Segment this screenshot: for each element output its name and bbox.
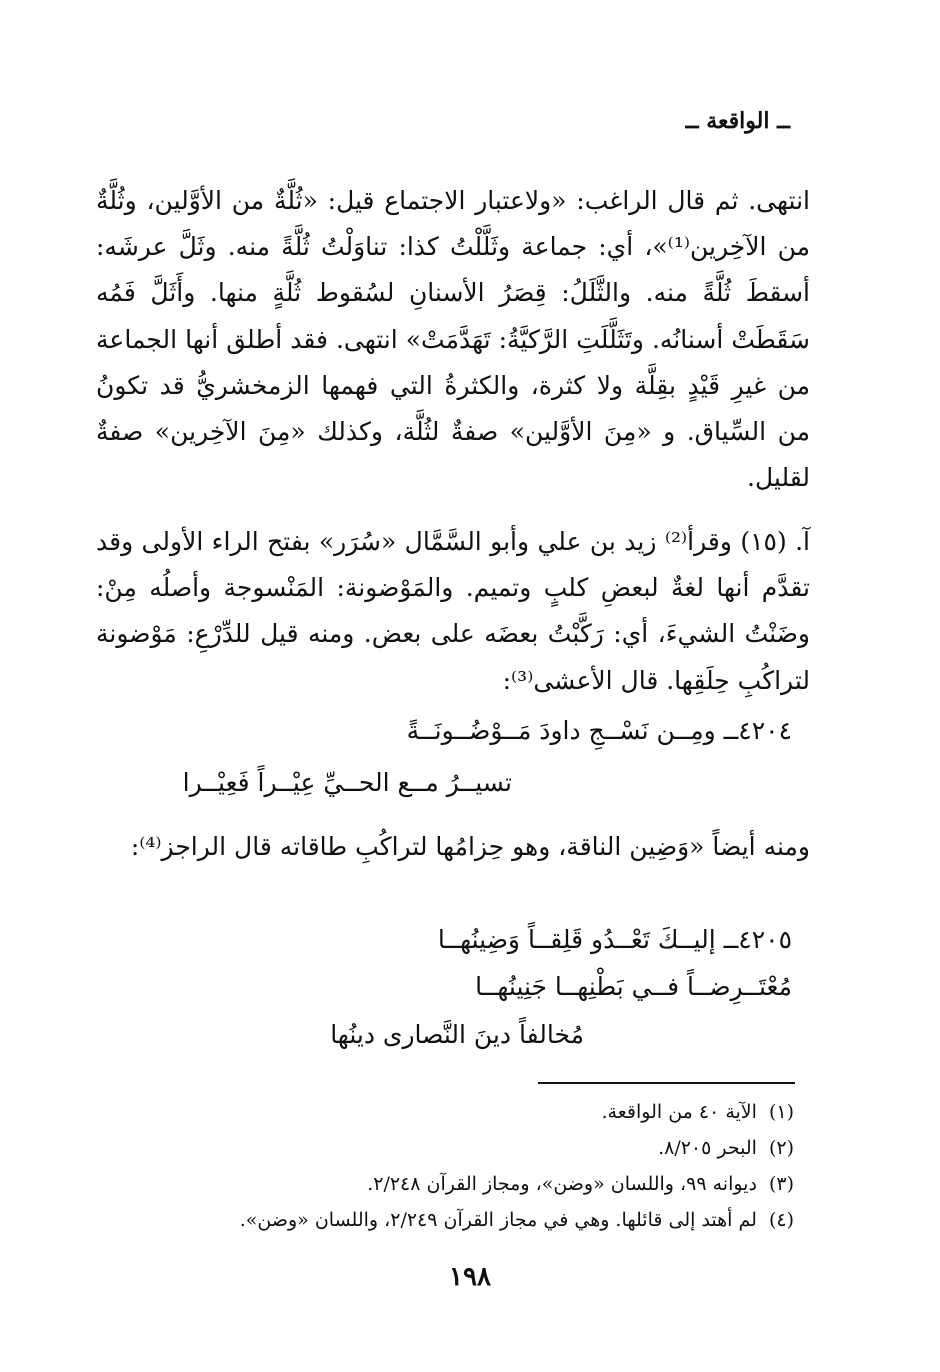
footnote-4 [114, 1202, 794, 1238]
paragraph-verse-15: آ. (١٥) وقرأ⁽²⁾ زيد بن علي وأبو السَّمَّال «سُرَر» بفتح الراء الأولى وقد تقدَّم أنها لغةٌ لبعضِ كلبٍ وتميم. والمَوْضونة: المَنْسوجة وأصلُه مِنْ: وضَنْتُ الشيءَ، أي: رَكَّبْتُ بعضَه على بعض. ومنه قيل للدِّرْعِ: مَوْضونة لتراكُبِ حِلَقِها. قال الأعشى⁽³⁾: [96, 527, 810, 695]
footnotes [114, 1094, 794, 1238]
verse-4205-line-3: مُخالفاً دينَ النَّصارى دينُها [330, 1020, 584, 1049]
footnote-3 [114, 1166, 794, 1202]
footnote-number: (٤) [768, 1209, 794, 1231]
verse-4204-second-hemistich: تسيــرُ مــع الحــيِّ عِيْــراً فَعِيْــرا [182, 768, 512, 797]
verse-4205-line-1: ٤٢٠٥ــ إليــكَ تَعْــدُو قَلِقــاً وَضِينُهــا [437, 925, 792, 954]
paragraph-raghib-quote: انتهى. ثم قال الراغب: «ولاعتبار الاجتماع قيل: «ثُلَّةٌ من الأوَّلين، وثُلَّةٌ من الآخِرين⁽¹⁾»، أي: جماعة وثَلَّلْتُ كذا: تناوَلْتُ ثُلَّةً منه. وثَلَّ عرشَه: أسقطَ ثُلَّةً منه. والثَّلَلُ: قِصَرُ الأسنانِ لسُقوط ثُلَّةٍ منها. وأَثَلَّ فَمُه سَقَطَتْ أسنانُه. وتَثَلَّلَتِ الرَّكيَّةُ: تَهَدَّمَتْ» انتهى. فقد أطلق أنها الجماعة من غيرِ قَيْدٍ بقِلَّة ولا كثرة، والكثرةُ التي فهمها الزمخشريُّ قد تكونُ من السِّياق. و «مِنَ الأوَّلين» صفةٌ لثُلَّة، وكذلك «مِنَ الآخِرين» صفةٌ لقليل. [96, 186, 811, 493]
footnote-2 [114, 1130, 794, 1166]
footnote-text: لم أهتد إلى قائلها. وهي في مجاز القرآن ٢/٢٤٩، واللسان «وضن». [239, 1209, 757, 1231]
footnote-divider [538, 1082, 795, 1084]
footnote-number: (٣) [768, 1173, 794, 1195]
verse-4204-first-hemistich: ٤٢٠٤ــ ومِــن نَسْــجِ داودَ مَــوْضُــونَــةً [406, 716, 792, 745]
footnote-number: (١) [768, 1101, 794, 1123]
verse-4205-line-2: مُعْتَــرِضــاً فــي بَطْنِهــا جَنِينُهــا [475, 972, 792, 1001]
running-header: ــ الواقعة ــ [685, 108, 790, 134]
paragraph-wadin: ومنه أيضاً «وَضِين الناقة، وهو حِزامُها لتراكُبِ طاقاته قال الراجز⁽⁴⁾: [130, 832, 810, 861]
footnote-1 [114, 1094, 794, 1130]
page-number: ١٩٨ [449, 1262, 491, 1292]
footnote-text: البحر ٨/٢٠٥. [658, 1137, 757, 1159]
footnote-number: (٢) [768, 1137, 794, 1159]
footnote-text: الآية ٤٠ من الواقعة. [601, 1101, 757, 1123]
footnote-text: ديوانه ٩٩، واللسان «وضن»، ومجاز القرآن ٢/٢٤٨. [367, 1173, 757, 1195]
